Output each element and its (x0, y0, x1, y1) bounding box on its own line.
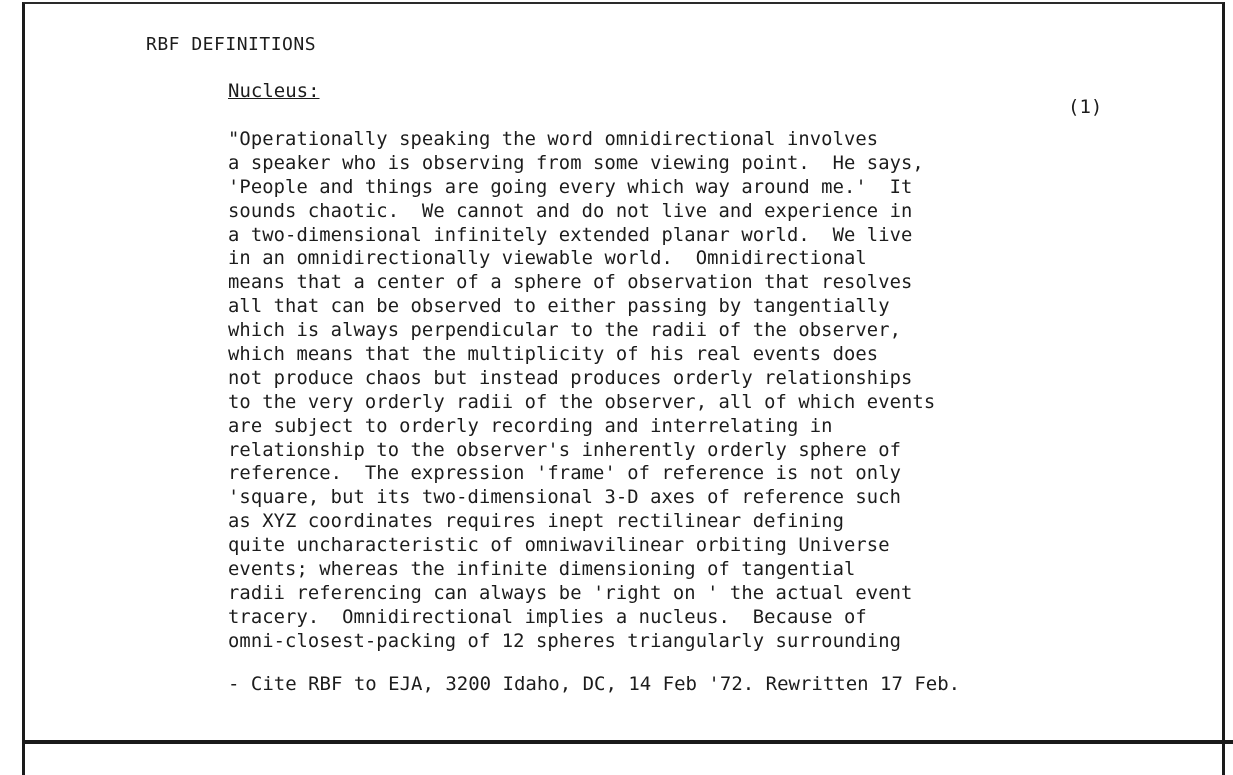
body-line: 'square, but its two-dimensional 3-D axes of reference such (228, 487, 902, 509)
body-line: to the very orderly radii of the observer, all of which events (228, 391, 936, 413)
body-line: 'People and things are going every which way around me.' It (228, 176, 913, 198)
body-line: not produce chaos but instead produces orderly relationships (228, 367, 913, 389)
body-line: as XYZ coordinates requires inept rectilinear defining (228, 511, 844, 533)
body-line: a two-dimensional infinitely extended planar world. We live (228, 224, 913, 246)
citation: - Cite RBF to EJA, 3200 Idaho, DC, 14 Feb '72. Rewritten 17 Feb. (228, 673, 961, 695)
body-line: relationship to the observer's inherently orderly sphere of (228, 439, 902, 461)
bottom-border-rule (22, 740, 1233, 744)
body-line: tracery. Omnidirectional implies a nucleus. Because of (228, 606, 867, 628)
next-page-left-edge (22, 744, 25, 775)
body-line: which is always perpendicular to the radii of the observer, (228, 320, 902, 342)
body-line: are subject to orderly recording and interrelating in (228, 415, 833, 437)
page-number: (1) (1068, 96, 1103, 118)
body-line: omni-closest-packing of 12 spheres triangularly surrounding (228, 630, 902, 652)
body-line: quite uncharacteristic of omniwavilinear orbiting Universe (228, 535, 890, 557)
body-line: which means that the multiplicity of his real events does (228, 344, 879, 366)
body-line: sounds chaotic. We cannot and do not live and experience in (228, 200, 913, 222)
body-line: reference. The expression 'frame' of reference is not only (228, 463, 902, 485)
body-line: radii referencing can always be 'right on ' the actual event (228, 582, 913, 604)
body-line: events; whereas the infinite dimensioning of tangential (228, 559, 856, 581)
body-line: means that a center of a sphere of observation that resolves (228, 272, 913, 294)
body-line: a speaker who is observing from some viewing point. He says, (228, 152, 924, 174)
section-title: Nucleus: (228, 80, 320, 102)
document-header: RBF DEFINITIONS (146, 34, 317, 55)
quotation-body (228, 128, 1168, 654)
body-line: all that can be observed to either passing by tangentially (228, 296, 890, 318)
body-line: "Operationally speaking the word omnidirectional involves (228, 129, 879, 150)
body-line: in an omnidirectionally viewable world. Omnidirectional (228, 248, 867, 270)
next-page-right-edge (1222, 744, 1225, 775)
